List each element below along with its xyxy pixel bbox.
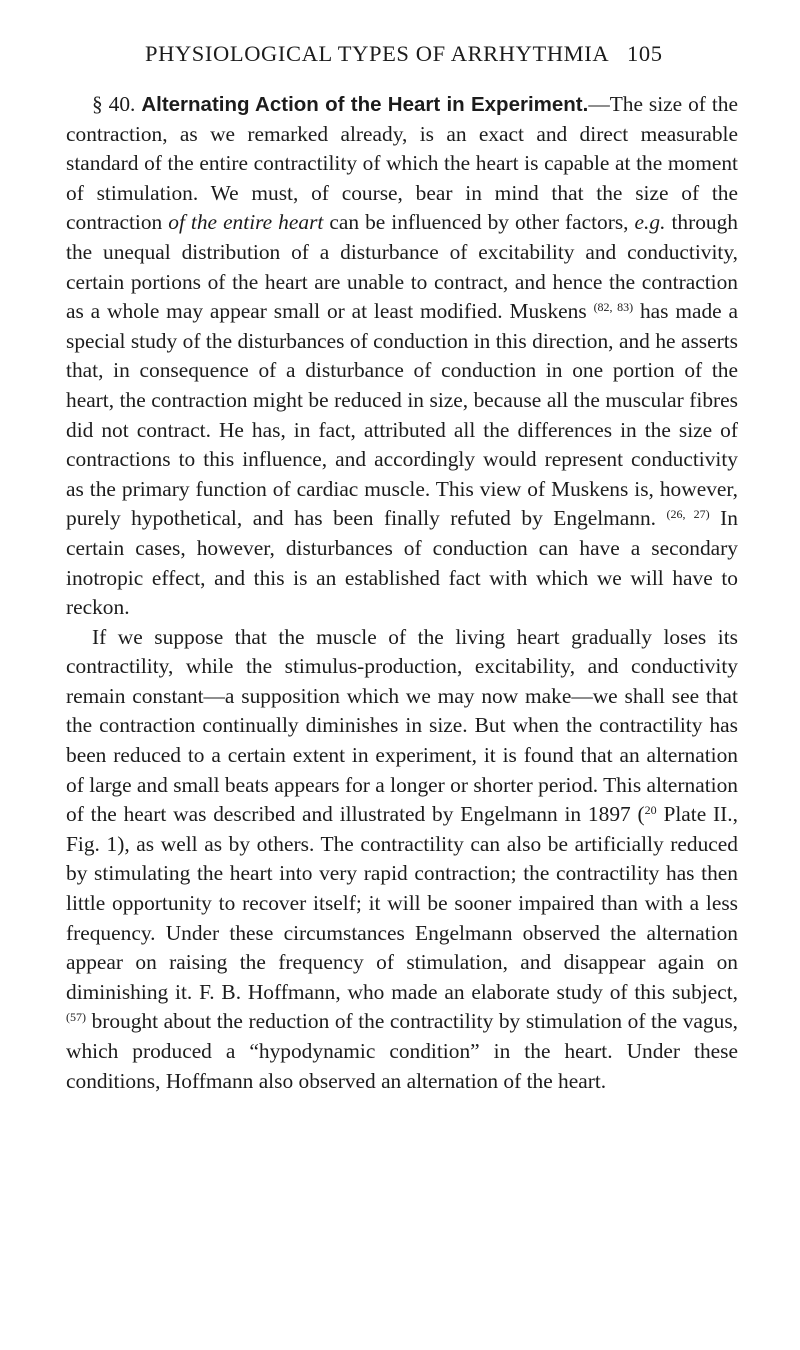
para1-emphasis-1: of the entire heart xyxy=(168,210,324,235)
citation-ref: (57) xyxy=(66,1010,86,1025)
section-title: Alternating Action of the Heart in Experiment. xyxy=(141,93,589,116)
page-number: 105 xyxy=(627,41,663,66)
citation-ref: (82, 83) xyxy=(593,300,634,315)
para1-text-4: has made a special study of the disturbances of conduction in this direction, and he asserts that, in consequence of a disturbance of conduction in one portion of the heart, the contraction might be reduced in size, because all the muscular fibres did not contract. He has, in fact, attributed all the differences in the size of contractions to this influence, and accordingly would represent conductivity as the primary function of cardiac muscle. This view of Muskens is, however, purely hypothetical, and has been finally refuted by Engelmann. xyxy=(66,299,739,531)
para1-text-1: —The size of the contraction, as we remarked already, is an exact and direct measurable standard of the entire contractility of which the heart is capable at the moment of stimulation. We must, of course, bear in mind that the size of the contraction xyxy=(66,92,738,235)
paragraph-1 xyxy=(66,90,738,623)
running-head: PHYSIOLOGICAL TYPES OF ARRHYTHMIA xyxy=(145,41,610,66)
para1-text-2: can be influenced by other factors, xyxy=(323,210,635,235)
page-header xyxy=(0,34,800,74)
para1-text-3: through the unequal distribution of a disturbance of excitability and conductivity, certain portions of the heart are unable to contract, and hence the contraction as a whole may appear small or at least modified. Muskens xyxy=(66,210,739,324)
para1-emphasis-2: e.g. xyxy=(634,210,666,235)
para2-text-2: Plate II., Fig. 1), as well as by others. The contractility can also be artificially reduced by stimulating the heart into very rapid contraction; the contractility has then little opportunity to recover itself; it will be sooner impaired than with a less frequency. Under these circumstances Engelmann observed the alternation appear on raising the frequency of stimulation, and disappear again on diminishing it. F. B. Hoffmann, who made an elaborate study of this subject, xyxy=(66,802,738,1004)
para2-text-3: brought about the reduction of the contractility by stimulation of the vagus, which produced a “hypodynamic condition” in the heart. Under these conditions, Hoffmann also observed an alternation of the heart. xyxy=(66,1009,738,1093)
body-text xyxy=(66,90,738,1096)
paragraph-2 xyxy=(66,623,738,1097)
section-number: § 40. xyxy=(92,92,136,116)
citation-ref: 20 xyxy=(644,803,657,818)
para1-text-5: In certain cases, however, disturbances of conduction can have a secondary inotropic effect, and this is an established fact with which we will have to reckon. xyxy=(66,506,738,620)
para2-text-1: If we suppose that the muscle of the living heart gradually loses its contractility, while the stimulus-production, excitability, and conductivity remain constant—a supposition which we may now make—we shall see that the contraction continually diminishes in size. But when the contractility has been reduced to a certain extent in experiment, it is found that an alternation of large and small beats appears for a longer or shorter period. This alternation of the heart was described and illustrated by Engelmann in 1897 ( xyxy=(66,624,738,827)
citation-ref: (26, 27) xyxy=(666,507,710,522)
